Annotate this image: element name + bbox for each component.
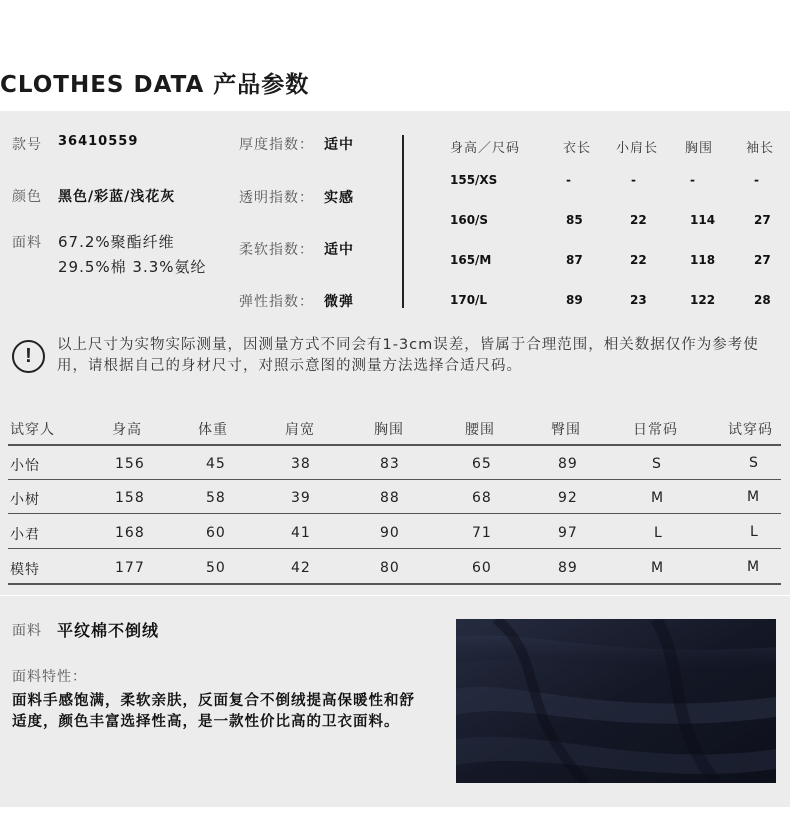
size-chart-cell: 118 xyxy=(690,253,716,267)
tryon-cell: 58 xyxy=(206,490,226,506)
tryon-cell: 158 xyxy=(115,490,145,506)
tryon-cell: 42 xyxy=(291,560,311,576)
tryon-cell: M xyxy=(747,489,761,505)
fabric-features-label: 面料特性： xyxy=(12,669,87,685)
page-title: CLOTHES DATA 产品参数 xyxy=(0,72,310,98)
vertical-divider xyxy=(402,135,404,308)
tryon-cell: 41 xyxy=(291,525,311,541)
tryon-cell: 小君 xyxy=(10,527,40,543)
size-chart-cell: 114 xyxy=(690,213,716,227)
tryon-header: 胸围 xyxy=(374,422,404,438)
size-chart-cell: 155/XS xyxy=(450,173,498,187)
size-chart-cell: 165/M xyxy=(450,253,492,267)
tryon-cell: M xyxy=(651,490,665,506)
tryon-cell: S xyxy=(749,455,759,471)
table-divider xyxy=(8,479,781,480)
tryon-cell: 模特 xyxy=(10,562,40,578)
size-chart-cell: - xyxy=(754,173,759,187)
size-chart-cell: 22 xyxy=(630,253,647,267)
size-chart-header: 小肩长 xyxy=(616,141,659,156)
size-chart-cell: 27 xyxy=(754,213,771,227)
table-divider xyxy=(8,444,781,446)
tryon-cell: S xyxy=(652,456,662,472)
table-divider xyxy=(8,548,781,549)
size-chart-cell: - xyxy=(631,173,636,187)
size-chart-cell: 22 xyxy=(630,213,647,227)
tryon-cell: 71 xyxy=(472,525,492,541)
tryon-cell: 80 xyxy=(380,560,400,576)
tryon-cell: 83 xyxy=(380,456,400,472)
size-chart-cell: 27 xyxy=(754,253,771,267)
softness-label: 柔软指数： xyxy=(239,242,314,258)
tryon-cell: 39 xyxy=(291,490,311,506)
size-chart-cell: 89 xyxy=(566,293,583,307)
sku-label: 款号 xyxy=(12,137,42,153)
tryon-cell: 89 xyxy=(558,456,578,472)
transparency-label: 透明指数： xyxy=(239,190,314,206)
fabric-composition-line2: 29.5%棉 3.3%氨纶 xyxy=(58,258,207,276)
tryon-cell: 88 xyxy=(380,490,400,506)
measurement-notice: 以上尺寸为实物实际测量，因测量方式不同会有1-3cm误差，皆属于合理范围，相关数据仅作为参考使用，请根据自己的身材尺寸，对照示意图的测量方法选择合适尺码。 xyxy=(57,337,759,374)
size-chart-cell: 23 xyxy=(630,293,647,307)
tryon-cell: 38 xyxy=(291,456,311,472)
tryon-cell: 68 xyxy=(472,490,492,506)
tryon-cell: L xyxy=(654,525,663,541)
size-chart-cell: 160/S xyxy=(450,213,489,227)
tryon-cell: 168 xyxy=(115,525,145,541)
tryon-cell: 60 xyxy=(206,525,226,541)
fabric-fold-drawing xyxy=(456,619,776,783)
size-chart-cell: - xyxy=(690,173,695,187)
size-chart-cell: 87 xyxy=(566,253,583,267)
size-chart-header: 袖长 xyxy=(746,141,775,156)
fabric-type-value: 平纹棉不倒绒 xyxy=(57,621,160,640)
tryon-header: 试穿码 xyxy=(728,422,773,438)
elasticity-value: 微弹 xyxy=(324,294,354,310)
size-chart-cell: 28 xyxy=(754,293,771,307)
sku-value: 36410559 xyxy=(58,134,139,149)
tryon-cell: 156 xyxy=(115,456,145,472)
fabric-swatch-image xyxy=(456,619,776,783)
tryon-cell: 50 xyxy=(206,560,226,576)
tryon-cell: 65 xyxy=(472,456,492,472)
fabric-composition-label: 面料 xyxy=(12,235,42,251)
table-divider xyxy=(8,583,781,585)
size-chart-header: 身高／尺码 xyxy=(450,141,521,156)
tryon-cell: L xyxy=(750,524,759,540)
exclamation-circle-icon: ! xyxy=(12,340,45,373)
table-divider xyxy=(8,513,781,514)
color-label: 颜色 xyxy=(12,189,42,205)
elasticity-label: 弹性指数： xyxy=(239,294,314,310)
thickness-label: 厚度指数： xyxy=(239,137,314,153)
tryon-cell: M xyxy=(651,560,665,576)
tryon-cell: 97 xyxy=(558,525,578,541)
fabric-features-text: 面料手感饱满，柔软亲肤，反面复合不倒绒提高保暖性和舒适度，颜色丰富选择性高，是一款性价比高的卫衣面料。 xyxy=(12,693,415,730)
color-value: 黑色/彩蓝/浅花灰 xyxy=(58,189,176,205)
tryon-cell: 90 xyxy=(380,525,400,541)
tryon-cell: 小树 xyxy=(10,492,40,508)
tryon-header: 肩宽 xyxy=(285,422,315,438)
size-chart-header: 衣长 xyxy=(563,141,592,156)
tryon-cell: 89 xyxy=(558,560,578,576)
size-chart-cell: 170/L xyxy=(450,293,488,307)
softness-value: 适中 xyxy=(324,242,354,258)
tryon-header: 臀围 xyxy=(551,422,581,438)
transparency-value: 实感 xyxy=(324,190,354,206)
tryon-header: 日常码 xyxy=(633,422,678,438)
tryon-header: 试穿人 xyxy=(10,422,55,438)
size-chart-cell: 85 xyxy=(566,213,583,227)
tryon-cell: 45 xyxy=(206,456,226,472)
size-chart-cell: - xyxy=(566,173,571,187)
tryon-cell: 小怡 xyxy=(10,458,40,474)
size-chart-header: 胸围 xyxy=(685,141,714,156)
tryon-header: 身高 xyxy=(112,422,142,438)
thickness-value: 适中 xyxy=(324,137,354,153)
size-chart-cell: 122 xyxy=(690,293,716,307)
fabric-type-label: 面料 xyxy=(12,623,42,639)
tryon-header: 腰围 xyxy=(465,422,495,438)
tryon-cell: M xyxy=(747,559,761,575)
tryon-cell: 92 xyxy=(558,490,578,506)
tryon-cell: 177 xyxy=(115,560,145,576)
tryon-cell: 60 xyxy=(472,560,492,576)
fabric-composition-line1: 67.2%聚酯纤维 xyxy=(58,233,175,251)
tryon-header: 体重 xyxy=(198,422,228,438)
